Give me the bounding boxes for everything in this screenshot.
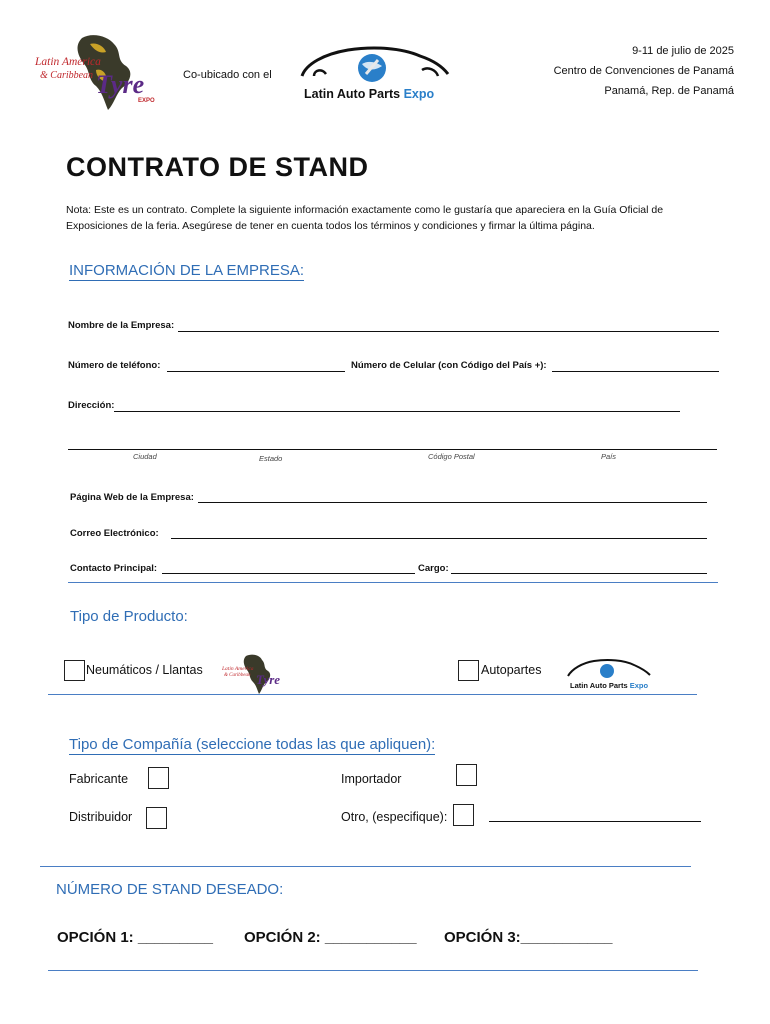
phone-field[interactable] xyxy=(167,371,345,372)
state-caption: Estado xyxy=(259,454,283,463)
address-field[interactable] xyxy=(114,411,680,412)
website-field[interactable] xyxy=(198,502,707,503)
importer-checkbox[interactable] xyxy=(456,764,477,786)
main-contact-label: Contacto Principal: xyxy=(70,563,158,574)
auto-parts-expo-logo xyxy=(296,40,456,110)
tyre-expo-mini-logo xyxy=(220,652,290,696)
auto-parts-checkbox[interactable] xyxy=(458,660,479,681)
company-name-field[interactable] xyxy=(178,331,719,332)
auto-logo-accent: Expo xyxy=(403,87,435,101)
auto-parts-label: Autopartes xyxy=(481,663,542,677)
event-venue: Centro de Convenciones de Panamá xyxy=(553,65,734,77)
mini-car-silhouette-icon xyxy=(564,656,654,682)
tyre-logo-sub: EXPO xyxy=(138,98,155,104)
mini-auto-logo-main: Latin Auto Parts xyxy=(570,681,628,690)
event-city: Panamá, Rep. de Panamá xyxy=(604,85,734,97)
section-divider xyxy=(48,694,697,695)
main-contact-field[interactable] xyxy=(162,573,415,574)
city-caption: Ciudad xyxy=(133,452,157,461)
auto-parts-mini-logo xyxy=(564,656,654,694)
cell-label: Número de Celular (con Código del País +): xyxy=(351,360,547,371)
contract-note: Nota: Este es un contrato. Complete la siguiente información exactamente como le gustaría que apareciera en la Guía Oficial de Exposiciones de la feria. Asegúrese de tener en cuenta todos los términos y condiciones y firmar la última página. xyxy=(66,204,664,232)
importer-label: Importador xyxy=(341,772,402,786)
distributor-checkbox[interactable] xyxy=(146,807,167,829)
stand-option-3[interactable]: OPCIÓN 3:___________ xyxy=(444,929,613,946)
phone-label: Número de teléfono: xyxy=(68,360,161,371)
manufacturer-label: Fabricante xyxy=(69,772,129,786)
mini-tyre-line1: Latin America xyxy=(222,666,254,672)
stand-option-1[interactable]: OPCIÓN 1: _________ xyxy=(57,929,213,946)
position-label: Cargo: xyxy=(418,563,449,574)
auto-logo-main: Latin Auto Parts xyxy=(304,87,401,101)
co-located-text: Co-ubicado con el xyxy=(183,69,272,81)
mini-auto-logo-text xyxy=(570,681,648,690)
other-checkbox[interactable] xyxy=(453,804,474,826)
other-specify-field[interactable] xyxy=(489,821,701,822)
car-silhouette-icon xyxy=(296,40,456,88)
event-dates: 9-11 de julio de 2025 xyxy=(632,45,734,57)
tyre-logo-word: Tyre xyxy=(96,70,145,99)
postal-code-caption: Código Postal xyxy=(428,452,475,461)
stand-number-heading: NÚMERO DE STAND DESEADO: xyxy=(56,881,284,898)
tyre-expo-logo xyxy=(30,30,170,115)
stand-option-2[interactable]: OPCIÓN 2: ___________ xyxy=(244,929,417,946)
tyres-label: Neumáticos / Llantas xyxy=(86,663,203,677)
website-label: Página Web de la Empresa: xyxy=(70,492,194,503)
address-line-2[interactable] xyxy=(68,449,717,450)
auto-logo-text xyxy=(304,87,434,101)
mini-tyre-line2: & Caribbean xyxy=(224,673,251,678)
tyre-logo-line1: Latin America xyxy=(35,56,101,68)
company-info-heading: INFORMACIÓN DE LA EMPRESA: xyxy=(69,262,305,279)
email-label: Correo Electrónico: xyxy=(70,528,159,539)
product-type-heading: Tipo de Producto: xyxy=(70,608,188,625)
other-label: Otro, (especifique): xyxy=(341,810,448,824)
position-field[interactable] xyxy=(451,573,707,574)
mini-auto-logo-accent: Expo xyxy=(629,681,649,690)
company-type-heading: Tipo de Compañía (seleccione todas las que apliquen): xyxy=(69,736,436,753)
tyre-logo-line2: & Caribbean xyxy=(40,70,94,81)
mini-tyre-word: Tyre xyxy=(256,672,281,687)
section-divider xyxy=(68,582,718,583)
cell-field[interactable] xyxy=(552,371,719,372)
email-field[interactable] xyxy=(171,538,707,539)
section-divider xyxy=(40,866,691,867)
address-label: Dirección: xyxy=(68,400,115,411)
manufacturer-checkbox[interactable] xyxy=(148,767,169,789)
section-divider xyxy=(48,970,698,971)
page-title: CONTRATO DE STAND xyxy=(66,152,369,182)
company-name-label: Nombre de la Empresa: xyxy=(68,320,175,331)
tyres-checkbox[interactable] xyxy=(64,660,85,681)
country-caption: País xyxy=(601,452,617,461)
distributor-label: Distribuidor xyxy=(69,810,133,824)
